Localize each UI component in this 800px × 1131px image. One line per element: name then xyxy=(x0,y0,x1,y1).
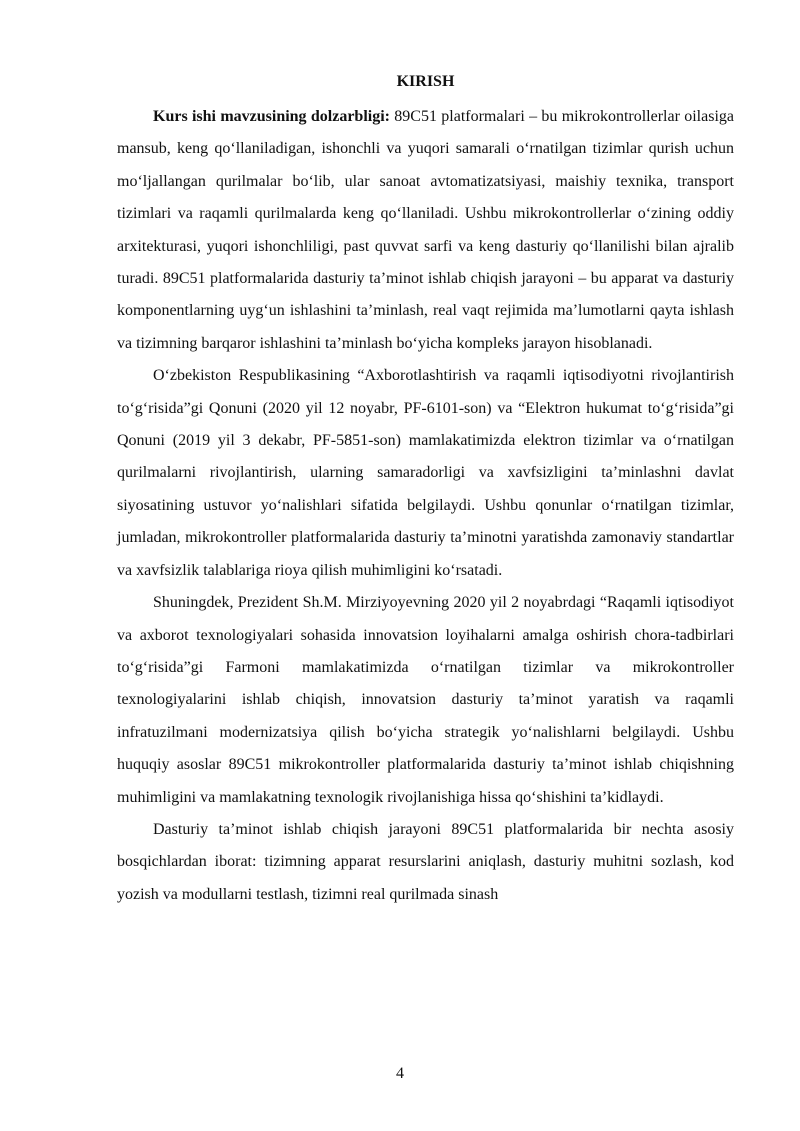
paragraph-laws: O‘zbekiston Respublikasining “Axborotlashtirish va raqamli iqtisodiyotni rivojlantirish to‘g‘risida”gi Qonuni (2020 yil 12 noyabr, PF-6101-son) va “Elektron hukumat to‘g‘risida”gi Qonuni (2019 yil 3 dekabr, PF-5851-son) mamlakatimizda elektron tizimlar va o‘rnatilgan qurilmalarni rivojlantirish, ularning samaradorligi va xavfsizligini ta’minlashni davlat siyosatining ustuvor yo‘nalishlari sifatida belgilaydi. Ushbu qonunlar o‘rnatilgan tizimlar, jumladan, mikrokontroller platformalarida dasturiy ta’minotni yaratishda zamonaviy standartlar va xavfsizlik talablariga rioya qilish muhimligini ko‘rsatadi. xyxy=(117,367,734,579)
paragraph-development-process: Dasturiy ta’minot ishlab chiqish jarayoni 89C51 platformalarida bir nechta asosiy bosqichlardan iborat: tizimning apparat resurslarini aniqlash, dasturiy muhitni sozlash, kod yozish va modullarni testlash, tizimni real qurilmada sinash xyxy=(117,820,734,903)
page-number: 4 xyxy=(396,1065,404,1082)
document-page xyxy=(117,70,734,911)
section-heading: KIRISH xyxy=(396,73,455,90)
paragraph-decree: Shuningdek, Prezident Sh.M. Mirziyoyevning 2020 yil 2 noyabrdagi “Raqamli iqtisodiyot va axborot texnologiyalari sohasida innovatsion loyihalarni amalga oshirish chora-tadbirlari to‘g‘risida”gi Farmoni mamlakatimizda o‘rnatilgan tizimlar va mikrokontroller texnologiyalarini ishlab chiqish, innovatsion dasturiy ta’minot yaratish va raqamli infratuzilmani modernizatsiya qilish bo‘yicha strategik yo‘nalishlarni belgilaydi. Ushbu huquqiy asoslar 89C51 mikrokontroller platformalarida dasturiy ta’minot ishlab chiqishning muhimligini va mamlakatning texnologik rivojlanishiga hissa qo‘shishini ta’kidlaydi. xyxy=(117,594,734,806)
paragraph-text: 89C51 platformalari – bu mikrokontrollerlar oilasiga mansub, keng qo‘llaniladigan, ishonchli va yuqori samarali o‘rnatilgan tizimlar qurish uchun mo‘ljallangan qurilmalar bo‘lib, ular sanoat avtomatizatsiyasi, maishiy texnika, transport tizimlari va raqamli qurilmalarda keng qo‘llaniladi. Ushbu mikrokontrollerlar o‘zining oddiy arxitekturasi, yuqori ishonchliligi, past quvvat sarfi va keng dasturiy qo‘llanilishi bilan ajralib turadi. 89C51 platformalarida dasturiy ta’minot ishlab chiqish jarayoni – bu apparat va dasturiy komponentlarning uyg‘un ishlashini ta’minlash, real vaqt rejimida ma’lumotlarni qayta ishlash va tizimning barqaror ishlashini ta’minlash bo‘yicha kompleks jarayon hisoblanadi. xyxy=(117,108,734,352)
paragraph-relevance xyxy=(117,101,734,360)
paragraph-lead-bold: Kurs ishi mavzusining dolzarbligi: xyxy=(153,108,390,125)
